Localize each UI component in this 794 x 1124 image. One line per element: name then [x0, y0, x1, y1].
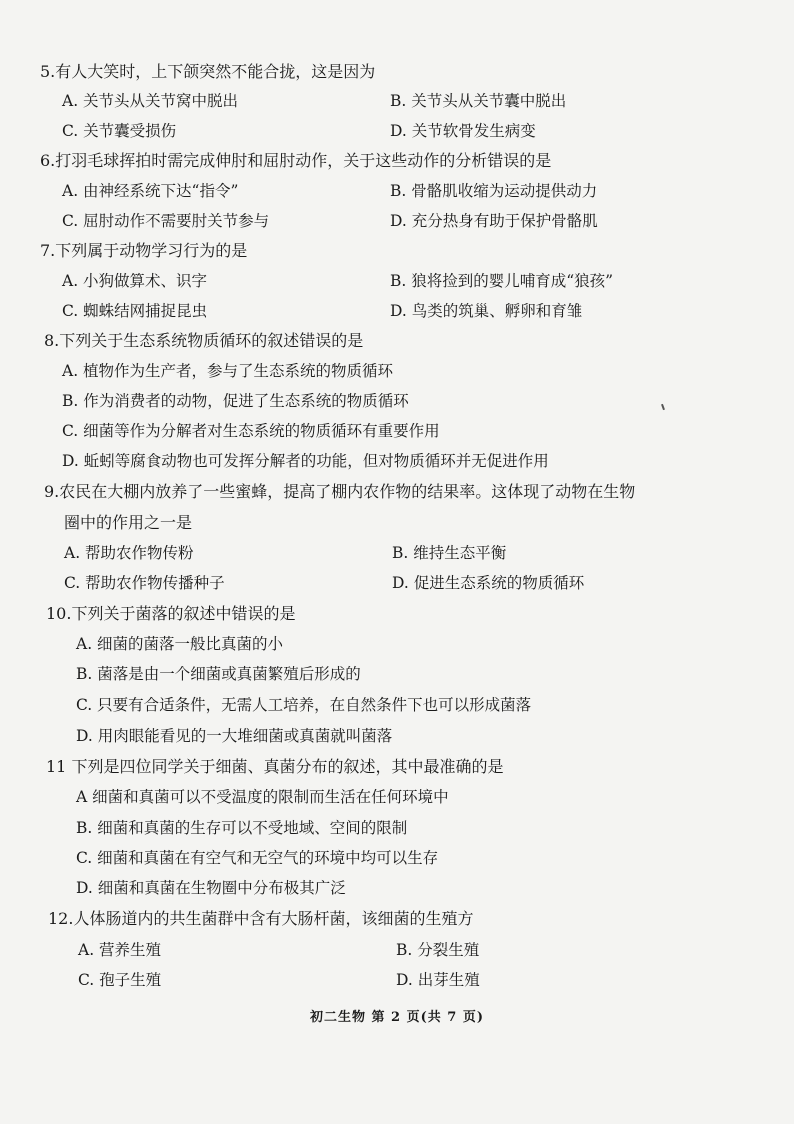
page-footer: 初二生物 第 2 页(共 7 页) [309, 1010, 485, 1025]
question-12-option-c: C. 孢子生殖 [78, 971, 162, 989]
question-7-option-a: A. 小狗做算术、识字 [62, 272, 208, 290]
question-8-stem: 8.下列关于生态系统物质循环的叙述错误的是 [44, 331, 364, 350]
question-5-option-a: A. 关节头从关节窝中脱出 [62, 92, 239, 110]
question-11-stem: 11 下列是四位同学关于细菌、真菌分布的叙述，其中最准确的是 [46, 757, 504, 776]
question-7-stem: 7.下列属于动物学习行为的是 [40, 241, 248, 260]
question-12-option-b: B. 分裂生殖 [396, 941, 480, 959]
question-11-option-d: D. 细菌和真菌在生物圈中分布极其广泛 [76, 879, 346, 897]
question-5-option-b: B. 关节头从关节囊中脱出 [390, 92, 567, 110]
question-6-stem: 6.打羽毛球挥拍时需完成伸肘和屈肘动作，关于这些动作的分析错误的是 [40, 151, 552, 170]
question-6-option-c: C. 屈肘动作不需要肘关节参与 [62, 212, 270, 230]
question-12-stem: 12.人体肠道内的共生菌群中含有大肠杆菌，该细菌的生殖方 [48, 909, 474, 928]
question-9-option-c: C. 帮助农作物传播种子 [64, 574, 225, 592]
question-11-option-a: A 细菌和真菌可以不受温度的限制而生活在任何环境中 [76, 788, 449, 806]
question-8-option-d: D. 蚯蚓等腐食动物也可发挥分解者的功能，但对物质循环并无促进作用 [62, 452, 549, 470]
question-12-option-d: D. 出芽生殖 [396, 971, 480, 989]
question-9-stem: 9.农民在大棚内放养了一些蜜蜂，提高了棚内农作物的结果率。这体现了动物在生物 [44, 482, 636, 501]
question-6-option-d: D. 充分热身有助于保护骨骼肌 [390, 212, 598, 230]
question-6-option-a: A. 由神经系统下达“指令” [62, 182, 239, 200]
question-8-option-c: C. 细菌等作为分解者对生态系统的物质循环有重要作用 [62, 422, 440, 440]
question-10-option-c: C. 只要有合适条件，无需人工培养，在自然条件下也可以形成菌落 [76, 696, 532, 714]
question-9-stem-continued: 圈中的作用之一是 [64, 513, 193, 532]
question-5-option-d: D. 关节软骨发生病变 [390, 122, 536, 140]
question-11-option-c: C. 细菌和真菌在有空气和无空气的环境中均可以生存 [76, 849, 439, 867]
question-5-option-c: C. 关节囊受损伤 [62, 122, 177, 140]
question-5-stem: 5.有人大笑时，上下颌突然不能合拢，这是因为 [40, 62, 376, 81]
question-8-option-a: A. 植物作为生产者，参与了生态系统的物质循环 [62, 362, 394, 380]
scan-speck [661, 404, 665, 410]
question-6-option-b: B. 骨骼肌收缩为运动提供动力 [390, 182, 598, 200]
question-7-option-d: D. 鸟类的筑巢、孵卵和育雏 [390, 302, 583, 320]
question-8-option-b: B. 作为消费者的动物，促进了生态系统的物质循环 [62, 392, 409, 410]
question-9-option-b: B. 维持生态平衡 [392, 544, 507, 562]
question-10-option-d: D. 用肉眼能看见的一大堆细菌或真菌就叫菌落 [76, 727, 393, 745]
question-11-option-b: B. 细菌和真菌的生存可以不受地域、空间的限制 [76, 819, 408, 837]
question-10-option-a: A. 细菌的菌落一般比真菌的小 [76, 635, 284, 653]
question-10-stem: 10.下列关于菌落的叙述中错误的是 [46, 604, 296, 623]
question-7-option-b: B. 狼将捡到的婴儿哺育成“狼孩” [390, 272, 614, 290]
question-10-option-b: B. 菌落是由一个细菌或真菌繁殖后形成的 [76, 665, 361, 683]
question-9-option-a: A. 帮助农作物传粉 [64, 544, 194, 562]
question-7-option-c: C. 蜘蛛结网捕捉昆虫 [62, 302, 208, 320]
question-12-option-a: A. 营养生殖 [78, 941, 162, 959]
question-9-option-d: D. 促进生态系统的物质循环 [392, 574, 585, 592]
